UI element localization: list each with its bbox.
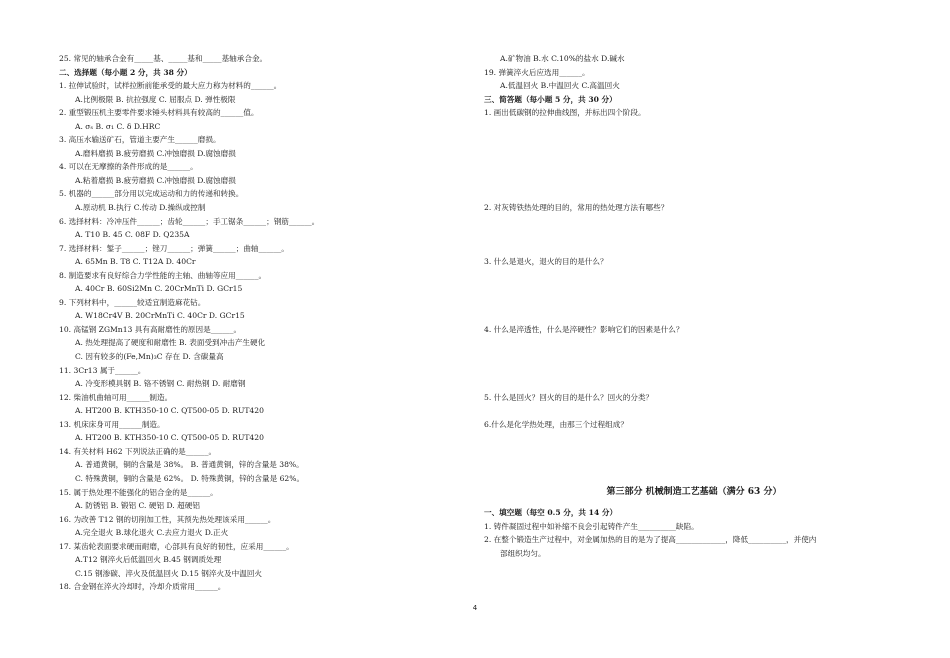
- left-question: 4. 可以在无摩擦的条件形成的是______。: [59, 162, 198, 172]
- left-options: A. 防锈铝 B. 锻铝 C. 硬铝 D. 超硬铝: [75, 501, 200, 511]
- left-options: A. 65Mn B. T8 C. T12A D. 40Cr: [75, 257, 196, 267]
- left-options: A.比例极限 B. 抗拉强度 C. 屈服点 D. 弹性极限: [75, 94, 236, 104]
- part3-section-heading: 一、填空题（每空 0.5 分，共 14 分）: [484, 507, 618, 517]
- left-question: 25. 常见的轴承合金有_____基、_____基和_____基轴承合金。: [59, 54, 268, 63]
- left-options: A.原动机 B.执行 C.传动 D.操纵或控制: [75, 203, 206, 213]
- left-options: A.完全退火 B.球化退火 C.去应力退火 D.正火: [75, 528, 229, 538]
- left-question: 3. 高压水输送矿石，管道主要产生______磨损。: [59, 135, 221, 145]
- left-options: A. 40Cr B. 60Si2Mn C. 20CrMnTi D. GCr15: [75, 284, 243, 294]
- left-options: A. T10 B. 45 C. 08F D. Q235A: [75, 230, 190, 240]
- short-answer-3: 3. 什么是退火，退火的目的是什么？: [484, 257, 608, 267]
- left-question: 5. 机器的______部分用以完成运动和力的传递和转换。: [59, 189, 244, 199]
- left-options: C. 特殊黄铜，铜的含量是 62%。 D. 特殊黄铜，锌的含量是 62%。: [75, 473, 305, 483]
- right-section-heading: 三、简答题（每小题 5 分，共 30 分）: [484, 94, 617, 104]
- short-answer-2: 2. 对灰铸铁热处理的目的，常用的热处理方法有哪些？: [484, 203, 669, 213]
- left-options: A.磨料磨损 B.疲劳磨损 C.冲蚀磨损 D.腐蚀磨损: [75, 148, 236, 158]
- left-options: A. HT200 B. KTH350-10 C. QT500-05 D. RUT420: [75, 406, 264, 416]
- left-options: A.粘着磨损 B.疲劳磨损 C.冲蚀磨损 D.腐蚀磨损: [75, 175, 236, 185]
- left-question: 15. 属于热处理不能强化的铝合金的是______。: [59, 487, 218, 497]
- left-question: 14. 有关材料 H62 下列说法正确的是______。: [59, 446, 217, 456]
- left-options: C.15 钢渗碳、淬火及低温回火 D.15 钢淬火及中温回火: [75, 568, 263, 578]
- right-top-questions: [484, 52, 904, 120]
- short-answer-6: 6.什么是化学热处理，由那三个过程组成？: [484, 419, 628, 429]
- left-options: A. 热处理提高了硬度和耐磨性 B. 表面受到冲击产生硬化: [75, 338, 266, 348]
- left-question: 6. 选择材料：冷冲压件______；齿轮______；手工锯条______；钢筋______。: [59, 216, 320, 226]
- part3-question: 2. 在整个锻造生产过程中，对金属加热的目的是为了提高_____________，降低__________，并使内: [484, 535, 817, 545]
- left-question: 16. 为改善 T12 钢的切削加工性，其预先热处理该采用______。: [59, 514, 276, 524]
- left-question: 11. 3Cr13 属于______。: [59, 365, 146, 375]
- left-options: A. 普通黄铜，铜的含量是 38%。 B. 普通黄铜，锌的含量是 38%。: [75, 460, 304, 470]
- left-question: 9. 下列材料中，______较适宜制造麻花钻。: [59, 297, 206, 307]
- page-number: 4: [472, 604, 478, 612]
- left-column: [59, 52, 464, 594]
- left-options: A. σₛ B. σ₁ C. δ D.HRC: [75, 121, 161, 131]
- left-question: 7. 选择材料：錾子______；锉刀______；弹簧______；曲轴______。: [59, 243, 289, 253]
- left-question: 1. 拉伸试验时，试样拉断前能承受的最大应力称为材料的______。: [59, 81, 282, 91]
- part3-options: 部组织均匀。: [500, 548, 546, 558]
- left-section-heading: 二、选择题（每小题 2 分，共 38 分）: [59, 67, 192, 77]
- left-question: 18. 合金钢在淬火冷却时，冷却介质常用______。: [59, 582, 226, 592]
- part3-question: 1. 铸件凝固过程中如补缩不良会引起铸件产生__________缺陷。: [484, 521, 699, 531]
- left-options: A. 冷变形模具钢 B. 铬不锈钢 C. 耐热钢 D. 耐磨钢: [75, 379, 246, 389]
- right-question: 19. 弹簧淬火后应选用______。: [484, 67, 590, 77]
- left-question: 2. 重型锻压机主要零件要求锤头材料具有较高的______值。: [59, 108, 259, 118]
- left-options: A. HT200 B. KTH350-10 C. QT500-05 D. RUT420: [75, 433, 264, 443]
- left-question: 8. 制造要求有良好综合力学性能的主轴、曲轴等应用______。: [59, 270, 267, 280]
- right-options: A.矿物油 B.水 C.10%的盐水 D.碱水: [500, 54, 625, 63]
- short-answer-5: 5. 什么是回火？回火的目的是什么？回火的分类？: [484, 392, 654, 402]
- left-question: 10. 高锰钢 ZGMn13 具有高耐磨性的原因是______。: [59, 324, 242, 334]
- left-question: 17. 某齿轮表面要求硬而耐磨，心部具有良好的韧性，应采用______。: [59, 541, 294, 551]
- short-answer-4: 4. 什么是淬透性，什么是淬硬性？影响它们的因素是什么？: [484, 324, 684, 334]
- right-question: 1. 画出低碳钢的拉伸曲线图，并标出四个阶段。: [484, 108, 646, 118]
- left-options: A. W18Cr4V B. 20CrMnTi C. 40Cr D. GCr15: [75, 311, 245, 321]
- left-question: 12. 柴油机曲轴可用______制造。: [59, 392, 173, 402]
- part3-title: 第三部分 机械制造工艺基础（满分 63 分）: [606, 486, 782, 497]
- right-column: [484, 52, 904, 560]
- right-options: A.低温回火 B.中温回火 C.高温回火: [500, 81, 620, 91]
- left-options: C. 因有较多的(Fe,Mn)₃C 存在 D. 含碳量高: [75, 352, 224, 362]
- left-options: A.T12 钢淬火后低温回火 B.45 钢调质处理: [75, 555, 222, 565]
- left-question: 13. 机床床身可用______制造。: [59, 419, 165, 429]
- part3-questions: [484, 506, 904, 560]
